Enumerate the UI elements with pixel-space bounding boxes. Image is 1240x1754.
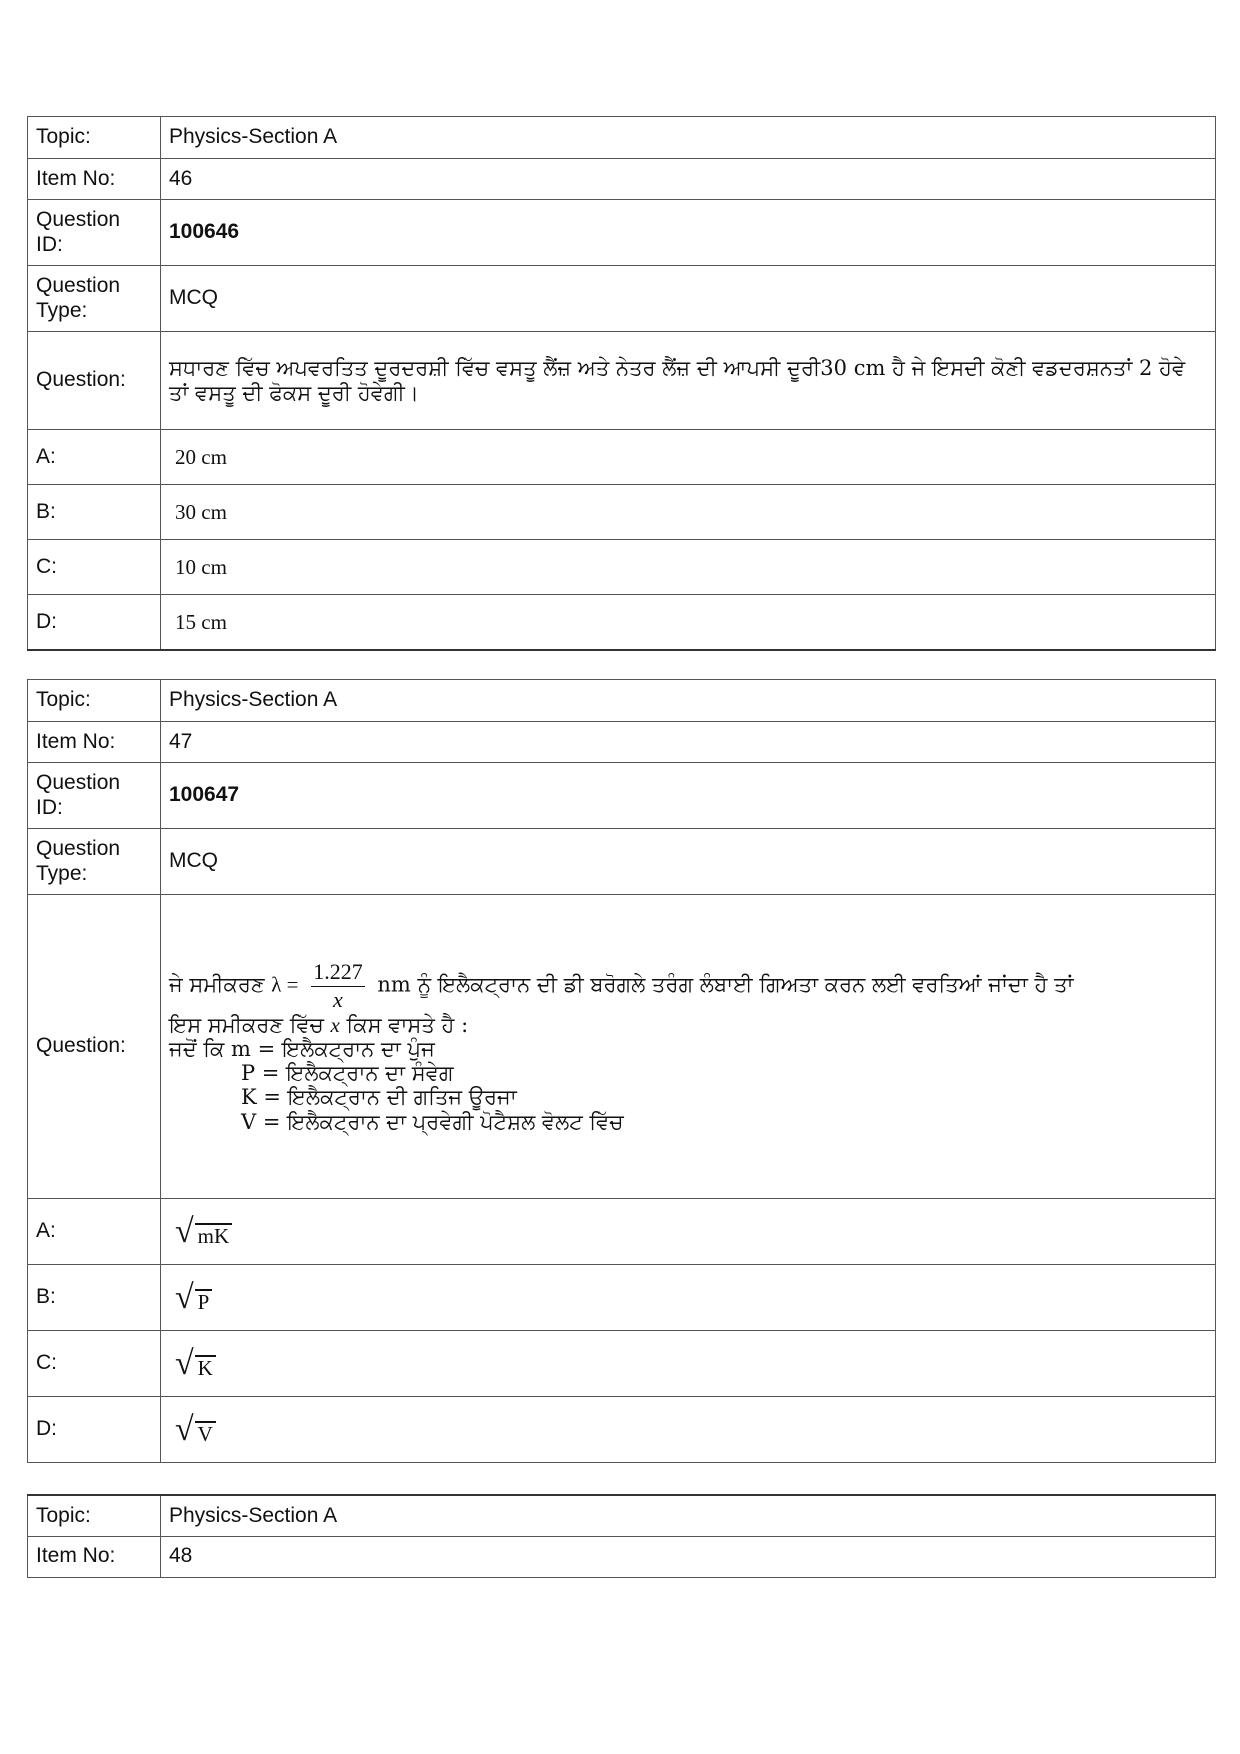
question-48-table	[27, 1494, 1216, 1578]
option-c-value	[161, 1331, 1216, 1397]
question-line-2-prefix: ਇਸ ਸਮੀਕਰਣ ਵਿੱਚ	[169, 1013, 324, 1038]
option-a-label: A:	[28, 1199, 161, 1265]
question-line-1	[169, 959, 1207, 1013]
fraction-numerator: 1.227	[311, 959, 365, 986]
question-line-3: ਜਦੋਂ ਕਿ m = ਇਲੈਕਟ੍ਰਾਨ ਦਾ ਪੁੰਜ	[169, 1037, 435, 1062]
topic-value: Physics-Section A	[161, 1495, 1216, 1536]
question-type-value: MCQ	[161, 829, 1216, 895]
sqrt-symbol: √	[175, 1410, 194, 1448]
option-b-label: B:	[28, 1265, 161, 1331]
topic-label: Topic:	[28, 117, 161, 159]
question-id-label: Question ID:	[28, 200, 161, 266]
item-no-label: Item No:	[28, 1536, 161, 1577]
item-no-value: 46	[161, 159, 1216, 200]
topic-label: Topic:	[28, 1495, 161, 1536]
option-d-value	[161, 1397, 1216, 1463]
sqrt-radicand: K	[195, 1355, 216, 1380]
question-text	[161, 895, 1216, 1199]
fraction-denominator: x	[333, 986, 343, 1012]
item-no-label: Item No:	[28, 159, 161, 200]
question-type-label: Question Type:	[28, 829, 161, 895]
question-text: ਸਧਾਰਣ ਵਿੱਚ ਅਪਵਰਤਿਤ ਦੂਰਦਰਸ਼ੀ ਵਿੱਚ ਵਸਤੂ ਲੈਂਜ਼ ਅਤੇ ਨੇਤਰ ਲੈਂਜ਼ ਦੀ ਆਪਸੀ ਦੂਰੀ30 cm ਹੈ ਜੇ ਇਸਦੀ ਕੋਣੀ ਵਡਦਰਸ਼ਨਤਾਂ 2 ਹੋਵੇ ਤਾਂ ਵਸਤੂ ਦੀ ਫੋਕਸ ਦੂਰੀ ਹੋਵੇਗੀ।	[161, 332, 1216, 430]
sqrt-expression	[175, 1212, 232, 1250]
question-line-4: P = ਇਲੈਕਟ੍ਰਾਨ ਦਾ ਸੰਵੇਗ	[241, 1061, 454, 1086]
item-no-label: Item No:	[28, 722, 161, 763]
option-c-label: C:	[28, 1331, 161, 1397]
topic-label: Topic:	[28, 680, 161, 722]
option-d-value: 15 cm	[161, 595, 1216, 650]
question-line-5: K = ਇਲੈਕਟ੍ਰਾਨ ਦੀ ਗਤਿਜ ਊਰਜਾ	[241, 1085, 517, 1110]
question-id-value: 100647	[161, 763, 1216, 829]
option-a-value: 20 cm	[161, 430, 1216, 485]
question-id-value: 100646	[161, 200, 1216, 266]
sqrt-expression	[175, 1344, 216, 1382]
sqrt-expression	[175, 1410, 216, 1448]
option-c-value: 10 cm	[161, 540, 1216, 595]
question-line-1-suffix: nm ਨੂੰ ਇਲੈਕਟ੍ਰਾਨ ਦੀ ਡੀ ਬਰੋਗਲੇ ਤਰੰਗ ਲੰਬਾਈ ਗਿਅਤਾ ਕਰਨ ਲਈ ਵਰਤਿਆਂ ਜਾਂਦਾ ਹੈ ਤਾਂ	[377, 972, 1074, 997]
question-line-2	[169, 1013, 1207, 1037]
topic-value: Physics-Section A	[161, 117, 1216, 159]
sqrt-radicand: P	[195, 1289, 213, 1314]
option-a-label: A:	[28, 430, 161, 485]
question-label: Question:	[28, 895, 161, 1199]
question-type-label: Question Type:	[28, 266, 161, 332]
option-d-label: D:	[28, 1397, 161, 1463]
option-d-label: D:	[28, 595, 161, 650]
question-line-2-suffix: ਕਿਸ ਵਾਸਤੇ ਹੈ :	[346, 1013, 469, 1038]
option-b-value	[161, 1265, 1216, 1331]
option-b-value: 30 cm	[161, 485, 1216, 540]
option-b-label: B:	[28, 485, 161, 540]
option-c-label: C:	[28, 540, 161, 595]
item-no-value: 48	[161, 1536, 1216, 1577]
option-a-value	[161, 1199, 1216, 1265]
sqrt-expression	[175, 1278, 212, 1316]
fraction	[311, 959, 365, 1013]
question-46-table	[27, 116, 1216, 651]
question-label: Question:	[28, 332, 161, 430]
sqrt-symbol: √	[175, 1278, 194, 1316]
question-type-value: MCQ	[161, 266, 1216, 332]
question-47-table	[27, 679, 1216, 1463]
topic-value: Physics-Section A	[161, 680, 1216, 722]
sqrt-radicand: V	[195, 1421, 216, 1446]
lambda-equation: λ =	[271, 972, 299, 997]
sqrt-radicand: mK	[195, 1223, 233, 1248]
sqrt-symbol: √	[175, 1344, 194, 1382]
question-id-label: Question ID:	[28, 763, 161, 829]
question-line-6: V = ਇਲੈਕਟ੍ਰਾਨ ਦਾ ਪ੍ਰਵੇਗੀ ਪੋਟੈਸ਼ਲ ਵੋਲਟ ਵਿੱਚ	[241, 1109, 624, 1134]
item-no-value: 47	[161, 722, 1216, 763]
question-line-1-prefix: ਜੇ ਸਮੀਕਰਣ	[169, 972, 265, 997]
variable-x: x	[330, 1013, 340, 1038]
sqrt-symbol: √	[175, 1212, 194, 1250]
